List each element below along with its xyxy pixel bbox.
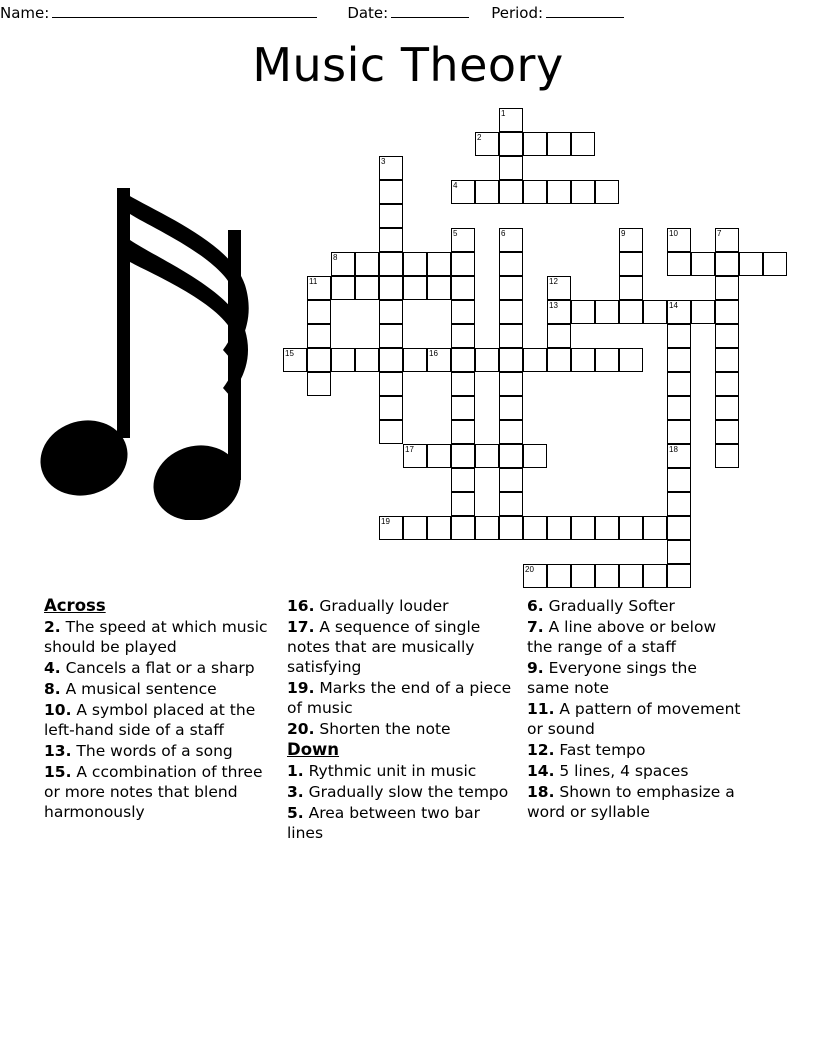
clue-item-number: 16. — [287, 597, 315, 615]
clue-item — [44, 679, 273, 699]
crossword-cell[interactable] — [643, 564, 667, 588]
clue-item-number: 13. — [44, 742, 72, 760]
crossword-cell[interactable] — [379, 300, 403, 324]
crossword-cell[interactable] — [451, 324, 475, 348]
crossword-cell[interactable] — [331, 348, 355, 372]
crossword-cell[interactable] — [499, 324, 523, 348]
crossword-cell[interactable] — [523, 132, 547, 156]
crossword-cell[interactable] — [499, 348, 523, 372]
clue-number: 1 — [501, 109, 506, 118]
clue-number: 16 — [429, 349, 438, 358]
crossword-cell[interactable] — [547, 564, 571, 588]
crossword-cell[interactable] — [451, 300, 475, 324]
crossword-cell[interactable] — [499, 108, 523, 132]
down-clue-list-part-1 — [287, 761, 513, 843]
date-blank-line — [391, 5, 469, 18]
clue-item — [287, 596, 513, 616]
crossword-cell[interactable] — [307, 300, 331, 324]
crossword-cell[interactable] — [667, 492, 691, 516]
clue-number: 3 — [381, 157, 386, 166]
crossword-cell[interactable] — [715, 420, 739, 444]
crossword-cell[interactable] — [355, 276, 379, 300]
crossword-cell[interactable] — [403, 252, 427, 276]
crossword-cell[interactable] — [451, 252, 475, 276]
crossword-cell[interactable] — [499, 468, 523, 492]
crossword-cell[interactable] — [547, 132, 571, 156]
crossword-cell[interactable] — [547, 300, 571, 324]
crossword-cell[interactable] — [499, 180, 523, 204]
crossword-cell[interactable] — [451, 492, 475, 516]
crossword-cell[interactable] — [667, 516, 691, 540]
clue-item-text: The words of a song — [71, 742, 233, 760]
page-title: Music Theory — [252, 38, 564, 92]
clue-item-text: A ccombination of three or more notes that blend harmonously — [44, 763, 263, 821]
crossword-cell[interactable] — [523, 444, 547, 468]
crossword-cell[interactable] — [571, 564, 595, 588]
crossword-cell[interactable] — [379, 420, 403, 444]
clue-number: 18 — [669, 445, 678, 454]
clue-item-number: 2. — [44, 618, 61, 636]
crossword-cell[interactable] — [499, 228, 523, 252]
crossword-cell[interactable] — [499, 492, 523, 516]
clue-item-text: A sequence of single notes that are musically satisfying — [287, 618, 481, 676]
clue-item — [527, 761, 743, 781]
crossword-cell[interactable] — [547, 324, 571, 348]
crossword-cell[interactable] — [571, 180, 595, 204]
clue-item-number: 19. — [287, 679, 315, 697]
clue-item — [527, 740, 743, 760]
clue-number: 10 — [669, 229, 678, 238]
clue-item — [527, 596, 743, 616]
clue-item-number: 20. — [287, 720, 315, 738]
crossword-cell[interactable] — [379, 516, 403, 540]
clue-item-text: A musical sentence — [60, 680, 217, 698]
crossword-cell[interactable] — [571, 132, 595, 156]
crossword-cell[interactable] — [307, 372, 331, 396]
crossword-cell[interactable] — [595, 516, 619, 540]
period-field — [491, 4, 624, 22]
crossword-cell[interactable] — [547, 276, 571, 300]
clue-item-text: Gradually louder — [314, 597, 449, 615]
crossword-cell[interactable] — [451, 468, 475, 492]
crossword-cell[interactable] — [595, 348, 619, 372]
clue-item-number: 12. — [527, 741, 555, 759]
crossword-cell[interactable] — [667, 468, 691, 492]
crossword-cell[interactable] — [667, 348, 691, 372]
clue-number: 9 — [621, 229, 626, 238]
clues-column-2 — [287, 596, 527, 976]
crossword-cell[interactable] — [667, 444, 691, 468]
crossword-cell[interactable] — [547, 180, 571, 204]
clue-item — [44, 741, 273, 761]
clue-item-number: 7. — [527, 618, 544, 636]
crossword-cell[interactable] — [739, 252, 763, 276]
clue-item-text: Shorten the note — [314, 720, 451, 738]
crossword-cell[interactable] — [523, 564, 547, 588]
crossword-cell[interactable] — [667, 372, 691, 396]
crossword-cell[interactable] — [499, 396, 523, 420]
crossword-cell[interactable] — [379, 276, 403, 300]
clue-item — [44, 700, 273, 740]
crossword-cell[interactable] — [355, 348, 379, 372]
crossword-cell[interactable] — [379, 348, 403, 372]
crossword-cell[interactable] — [571, 516, 595, 540]
crossword-cell[interactable] — [427, 348, 451, 372]
crossword-cell[interactable] — [715, 396, 739, 420]
crossword-cell[interactable] — [715, 444, 739, 468]
crossword-cell[interactable] — [379, 324, 403, 348]
crossword-grid[interactable] — [283, 108, 783, 588]
down-clue-list-part-2 — [527, 596, 743, 822]
crossword-cell[interactable] — [667, 228, 691, 252]
crossword-cell[interactable] — [571, 300, 595, 324]
crossword-cell[interactable] — [403, 516, 427, 540]
clue-item — [44, 617, 273, 657]
crossword-cell[interactable] — [451, 516, 475, 540]
crossword-cell[interactable] — [379, 228, 403, 252]
clue-item-number: 4. — [44, 659, 61, 677]
clue-item — [287, 761, 513, 781]
clue-number: 5 — [453, 229, 458, 238]
crossword-cell[interactable] — [403, 276, 427, 300]
crossword-cell[interactable] — [619, 516, 643, 540]
crossword-cell[interactable] — [667, 300, 691, 324]
crossword-cell[interactable] — [667, 540, 691, 564]
across-heading: Across — [44, 596, 106, 615]
clue-item — [527, 699, 743, 739]
clue-item-text: Everyone sings the same note — [527, 659, 697, 697]
clues-column-1 — [44, 596, 287, 976]
crossword-cell[interactable] — [499, 132, 523, 156]
crossword-cell[interactable] — [499, 300, 523, 324]
clue-number: 8 — [333, 253, 338, 262]
crossword-cell[interactable] — [499, 156, 523, 180]
crossword-cell[interactable] — [451, 348, 475, 372]
clue-number: 13 — [549, 301, 558, 310]
crossword-cell[interactable] — [451, 372, 475, 396]
clue-item-text: 5 lines, 4 spaces — [554, 762, 689, 780]
clue-item-text: Gradually Softer — [543, 597, 675, 615]
clue-number: 11 — [309, 277, 318, 286]
clue-item-text: Shown to emphasize a word or syllable — [527, 783, 735, 821]
clue-item-text: Cancels a flat or a sharp — [60, 659, 255, 677]
crossword-cell[interactable] — [475, 132, 499, 156]
period-blank-line — [546, 5, 624, 18]
clue-item-number: 5. — [287, 804, 304, 822]
crossword-cell[interactable] — [403, 444, 427, 468]
crossword-cell[interactable] — [715, 324, 739, 348]
crossword-cell[interactable] — [451, 180, 475, 204]
crossword-cell[interactable] — [715, 276, 739, 300]
clue-item-text: Gradually slow the tempo — [303, 783, 509, 801]
clue-item — [527, 658, 743, 698]
crossword-cell[interactable] — [451, 420, 475, 444]
crossword-cell[interactable] — [427, 276, 451, 300]
crossword-cell[interactable] — [379, 372, 403, 396]
crossword-cell[interactable] — [667, 252, 691, 276]
clues-area — [44, 596, 774, 976]
name-field — [0, 4, 317, 22]
clue-item-text: The speed at which music should be played — [44, 618, 268, 656]
clue-number: 12 — [549, 277, 558, 286]
crossword-cell[interactable] — [427, 516, 451, 540]
crossword-cell[interactable] — [307, 348, 331, 372]
crossword-cell[interactable] — [667, 420, 691, 444]
crossword-cell[interactable] — [667, 396, 691, 420]
crossword-cell[interactable] — [667, 564, 691, 588]
clue-item — [527, 782, 743, 822]
crossword-cell[interactable] — [691, 252, 715, 276]
clue-item-text: Area between two bar lines — [287, 804, 481, 842]
crossword-cell[interactable] — [427, 444, 451, 468]
crossword-cell[interactable] — [715, 348, 739, 372]
crossword-cell[interactable] — [523, 516, 547, 540]
crossword-cell[interactable] — [307, 324, 331, 348]
clue-item — [44, 762, 273, 822]
clue-item — [287, 803, 513, 843]
crossword-cell[interactable] — [379, 156, 403, 180]
date-field — [347, 4, 469, 22]
crossword-cell[interactable] — [571, 348, 595, 372]
clue-number: 15 — [285, 349, 294, 358]
clue-item-number: 15. — [44, 763, 72, 781]
crossword-cell[interactable] — [379, 204, 403, 228]
crossword-cell[interactable] — [331, 252, 355, 276]
clue-item-text: Fast tempo — [554, 741, 646, 759]
crossword-cell[interactable] — [715, 300, 739, 324]
down-heading: Down — [287, 740, 340, 759]
clue-number: 6 — [501, 229, 506, 238]
crossword-cell[interactable] — [379, 396, 403, 420]
crossword-cell[interactable] — [547, 516, 571, 540]
clue-number: 20 — [525, 565, 534, 574]
worksheet-header — [0, 0, 816, 26]
clue-item-text: Marks the end of a piece of music — [287, 679, 512, 717]
crossword-cell[interactable] — [499, 516, 523, 540]
crossword-cell[interactable] — [475, 444, 499, 468]
clue-item — [287, 719, 513, 739]
crossword-cell[interactable] — [619, 276, 643, 300]
clue-number: 2 — [477, 133, 482, 142]
clue-item-number: 1. — [287, 762, 304, 780]
clue-item-number: 8. — [44, 680, 61, 698]
crossword-cell[interactable] — [403, 348, 427, 372]
crossword-cell[interactable] — [595, 180, 619, 204]
crossword-cell[interactable] — [283, 348, 307, 372]
clue-number: 17 — [405, 445, 414, 454]
crossword-cell[interactable] — [355, 252, 379, 276]
crossword-cell[interactable] — [379, 252, 403, 276]
crossword-cell[interactable] — [451, 276, 475, 300]
date-label: Date: — [347, 4, 389, 22]
crossword-cell[interactable] — [619, 300, 643, 324]
crossword-cell[interactable] — [643, 300, 667, 324]
crossword-cell[interactable] — [715, 372, 739, 396]
crossword-cell[interactable] — [595, 300, 619, 324]
name-label: Name: — [0, 4, 50, 22]
crossword-cell[interactable] — [523, 348, 547, 372]
crossword-cell[interactable] — [499, 276, 523, 300]
crossword-cell[interactable] — [715, 252, 739, 276]
clue-item — [527, 617, 743, 657]
crossword-cell[interactable] — [667, 324, 691, 348]
clue-item-number: 17. — [287, 618, 315, 636]
crossword-cell[interactable] — [451, 396, 475, 420]
clue-item-text: A pattern of movement or sound — [527, 700, 741, 738]
crossword-cell[interactable] — [475, 348, 499, 372]
clue-number: 7 — [717, 229, 722, 238]
crossword-cell[interactable] — [619, 252, 643, 276]
crossword-cell[interactable] — [451, 228, 475, 252]
clue-number: 19 — [381, 517, 390, 526]
clue-item-text: A symbol placed at the left-hand side of a staff — [44, 701, 256, 739]
crossword-cell[interactable] — [547, 348, 571, 372]
crossword-cell[interactable] — [307, 276, 331, 300]
across-clue-list-part-2 — [287, 596, 513, 739]
clue-item-number: 9. — [527, 659, 544, 677]
clues-column-3 — [527, 596, 757, 976]
across-clue-list-part-1 — [44, 617, 273, 822]
crossword-cell[interactable] — [379, 180, 403, 204]
clue-number: 14 — [669, 301, 678, 310]
crossword-cell[interactable] — [331, 276, 355, 300]
clue-item-number: 10. — [44, 701, 72, 719]
crossword-cell[interactable] — [523, 180, 547, 204]
clue-item-number: 6. — [527, 597, 544, 615]
clue-item-number: 3. — [287, 783, 304, 801]
period-label: Period: — [491, 4, 544, 22]
crossword-cell[interactable] — [763, 252, 787, 276]
crossword-cell[interactable] — [619, 564, 643, 588]
crossword-cell[interactable] — [499, 420, 523, 444]
clue-item — [287, 617, 513, 677]
clue-item-text: Rythmic unit in music — [303, 762, 477, 780]
clue-item-number: 14. — [527, 762, 555, 780]
crossword-cell[interactable] — [451, 444, 475, 468]
crossword-cell[interactable] — [691, 300, 715, 324]
clue-item — [44, 658, 273, 678]
crossword-cell[interactable] — [475, 516, 499, 540]
crossword-cell[interactable] — [475, 180, 499, 204]
crossword-cell[interactable] — [427, 252, 451, 276]
crossword-cell[interactable] — [499, 372, 523, 396]
crossword-cell[interactable] — [643, 516, 667, 540]
crossword-cell[interactable] — [499, 252, 523, 276]
beamed-eighth-notes-icon — [40, 170, 290, 520]
clue-item-number: 18. — [527, 783, 555, 801]
name-blank-line — [52, 5, 317, 18]
clue-item-number: 11. — [527, 700, 555, 718]
crossword-cell[interactable] — [619, 228, 643, 252]
clue-item — [287, 678, 513, 718]
crossword-cell[interactable] — [715, 228, 739, 252]
clue-item — [287, 782, 513, 802]
crossword-cell[interactable] — [499, 444, 523, 468]
crossword-cell[interactable] — [595, 564, 619, 588]
crossword-cell[interactable] — [619, 348, 643, 372]
clue-number: 4 — [453, 181, 458, 190]
clue-item-text: A line above or below the range of a staff — [527, 618, 717, 656]
